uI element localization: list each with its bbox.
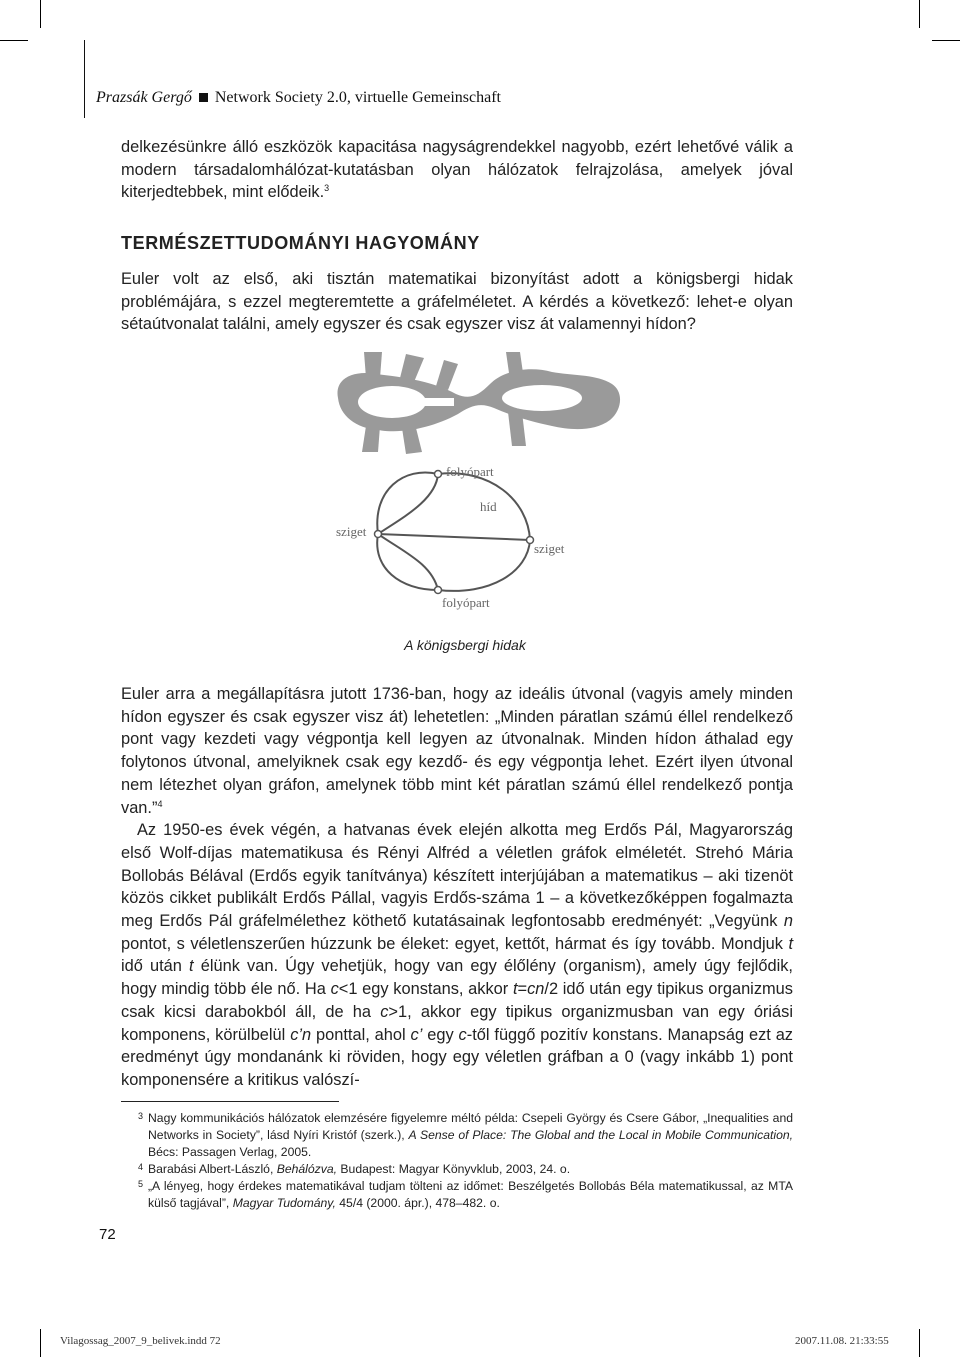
footnote-4: 4 Barabási Albert-László, Behálózva, Budapest: Magyar Könyvklub, 2003, 24. o. [138, 1162, 571, 1176]
label-island-right: sziget [534, 541, 565, 556]
footnote-3: 3 Nagy kommunikációs hálózatok elemzésére figyelemre méltó példa: Csepeli György és Csere Gábor, „Inequalities and Networks in Society”, lásd Nyíri Kristóf (szerk.), A Sense of Place: The Global and the Local in Mobile Communication, Bécs: Passagen Verlag, 2005. [138, 1111, 794, 1159]
running-header [96, 89, 876, 107]
intro-paragraph [121, 136, 793, 204]
footnote-rule [121, 1101, 339, 1102]
header-author: Prazsák Gergő [96, 89, 192, 106]
section-paragraph [121, 268, 793, 336]
bridge [400, 354, 424, 382]
bridge [402, 428, 422, 454]
erdos-paragraph: Az 1950-es évek végén, a hatvanas évek elején alkotta meg Erdős Pál, Magyarország első Wolf-díjas matematikusa és Rényi Alfréd a véletlen gráfok elméletét. Strehó Mária Bollobás Bélával (Erdős egyik tanítványa) készített interjújában a matematikus – aki tizenöt közös cikket publikált Erdős Pállal, vagyis Erdős-száma 1 – a következőképpen fogalmazta meg Erdős Pál gráfelmélethez köthető kutatásainak legfontosabb eredményét: „Vegyünk n pontot, s véletlenszerűen húzzunk be éleket: egyet, kettőt, hármat és így tovább. Mondjuk t idő után t élünk van. Úgy vehetjük, hogy van egy élőlény (organism), amely úgy fejlődik, hogy mindig több éle nő. Ha c<1 egy konstans, akkor t=cn/2 idő után egy tipikus organizmus csak kicsi darabokból áll, de ha c>1, akkor egy tipikus organizmusban van egy óriási komponens, körülbelül c’n ponttal, ahol c’ egy c-től függő pozitív konstans. Manapság ezt az eredményt úgy mondanánk ki röviden, hogy egy véletlen gráfban a 0 (vagy inkább 1) pont komponensére a kritikus valószí- [121, 821, 794, 1089]
euler-paragraph [121, 683, 793, 1092]
graph [377, 472, 530, 590]
crop-mark [0, 40, 28, 41]
konigsberg-figure [320, 350, 640, 625]
label-river-bottom: folyópart [442, 595, 490, 610]
crop-mark [40, 1329, 41, 1357]
label-bridge: híd [480, 499, 497, 514]
island-left [358, 386, 426, 418]
header-title: Network Society 2.0, virtuelle Gemeinschaft [214, 89, 501, 106]
konigsberg-diagram [320, 350, 640, 625]
graph-node [435, 587, 442, 594]
page-number: 72 [99, 1226, 116, 1243]
graph-node [435, 471, 442, 478]
island-neck [424, 398, 454, 406]
footnotes [138, 1110, 793, 1212]
graph-edge [438, 540, 530, 591]
footnote-5: 5 „A lényeg, hogy érdekes matematikával tudjam tölteni az időmet: Beszélgetés Bollobás Béla matematikussal, az MTA külső tagjával”, Magyar Tudomány, 45/4 (2000. ápr.), 478–482. o. [138, 1179, 793, 1210]
footnote-ref-3: 3 [324, 183, 330, 194]
bridge [364, 352, 382, 378]
crop-mark [919, 0, 920, 28]
crop-mark [919, 1329, 920, 1357]
bridge [436, 360, 458, 390]
footnote-ref-4: 4 [157, 798, 163, 809]
graph-node [527, 537, 534, 544]
slug-filename: Vilagossag_2007_9_belivek.indd 72 [60, 1335, 221, 1347]
section-heading: TERMÉSZETTUDOMÁNYI HAGYOMÁNY [121, 233, 480, 253]
bridge [362, 426, 380, 452]
crop-mark [932, 40, 960, 41]
graph-edge [378, 474, 438, 534]
label-island-left: sziget [336, 524, 367, 539]
footnote-number: 3 [138, 1111, 144, 1121]
euler-text: Euler arra a megállapításra jutott 1736-ban, hogy az ideális útvonal (vagyis amely minden hídon egyszer és csak egyszer visz át) lehetetlen: „Minden páratlan számú éllel rendelkező pont vagy kezdeti vagy végpontja kell legyen az útvonalnak. Minden hídon áthalad egy folytonos útvonal, amelyiknek csak egy kezdő- és egy végpontja lehet. Ezért ilyen útvonal nem létezhet olyan gráfon, amelynek több mint két páratlan számú éllel rendelkező pontja van.” [121, 685, 793, 817]
graph-node [375, 531, 382, 538]
black-square-icon [199, 93, 208, 102]
section-paragraph-text: Euler volt az első, aki tisztán matematikai bizonyítást adott a königsbergi hidak problémájára, s ezzel megteremtette a gráfelméletet. A kérdés a következő: lehet-e olyan sétaútvonalat találni, amely egyszer és csak egyszer visz át valamennyi hídon? [121, 270, 793, 334]
figure-caption: A königsbergi hidak [404, 637, 526, 653]
graph-edge [377, 534, 438, 590]
intro-text: delkezésünkre álló eszközök kapacitása nagyságrendekkel nagyobb, ezért lehetővé válik a modern társadalomhálózat-kutatásban olyan hálózatok felrajzolása, amelyek jóval kiterjedtebbek, mint elődeik. [121, 138, 793, 202]
graph-edge [378, 534, 438, 590]
crop-mark [40, 0, 41, 28]
slug-timestamp: 2007.11.08. 21:33:55 [795, 1335, 889, 1347]
label-river-top: folyópart [446, 464, 494, 479]
island-right [502, 385, 582, 411]
footnote-number: 4 [138, 1162, 144, 1172]
graph-edge [377, 472, 438, 534]
graph-edge [378, 534, 530, 540]
footnote-number: 5 [138, 1179, 144, 1189]
header-rule [84, 40, 85, 118]
